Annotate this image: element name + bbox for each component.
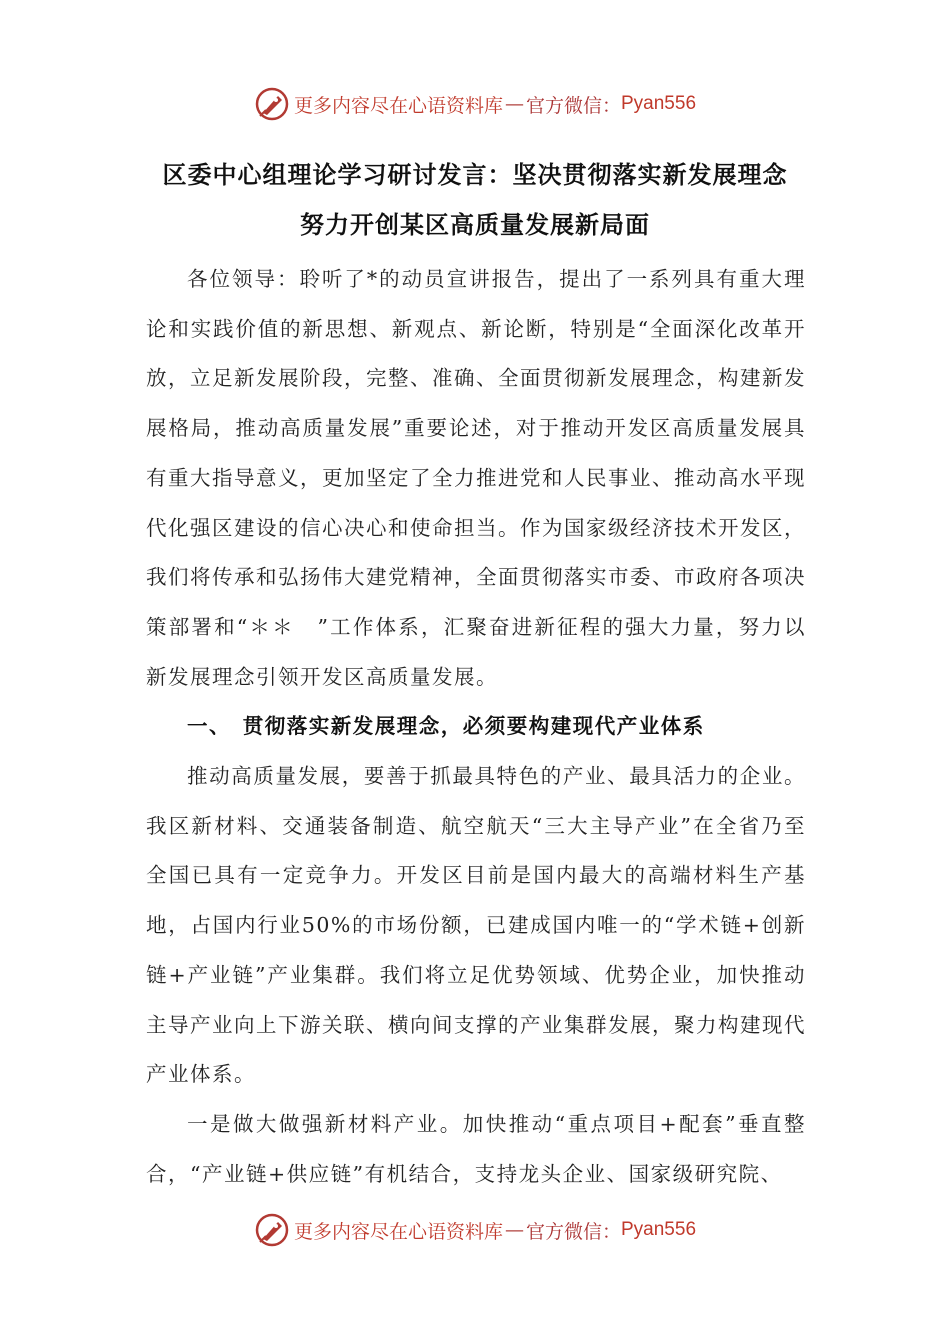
section-heading-1: 一、 贯彻落实新发展理念，必须要构建现代产业体系 — [187, 714, 705, 739]
paragraph-point-1: 一是做大做强新材料产业。加快推动“重点项目+配套”垂直整合，“产业链+供应链”有机结合，支持龙头企业、国家级研究院、 — [146, 1111, 806, 1186]
paragraph-section-1: 推动高质量发展，要善于抓最具特色的产业、最具活力的企业。我区新材料、交通装备制造、航空航天“三大主导产业”在全省乃至全国已具有一定竞争力。开发区目前是国内最大的高端材料生产基地，占国内行业50%的市场份额，已建成国内唯一的“学术链+创新链+产业链”产业集群。我们将立足优势领域、优势企业，加快推动主导产业向上下游关联、横向间支撑的产业集群发展，聚力构建现代产业体系。 — [146, 764, 806, 1087]
pen-nib-logo-icon — [254, 1212, 290, 1248]
footer-banner — [0, 1210, 950, 1250]
banner-wechat-label: 官方微信： — [525, 1220, 621, 1243]
banner-separator: — — [504, 1219, 524, 1241]
banner-main-text: 更多内容尽在心语资料库 — [293, 94, 503, 117]
document-body — [146, 255, 806, 1199]
banner-wechat-id: Pyan556 — [621, 1219, 697, 1240]
banner-separator: — — [504, 93, 524, 115]
banner-wechat-label: 官方微信： — [525, 94, 621, 117]
document-title-line-2: 努力开创某区高质量发展新局面 — [300, 210, 650, 239]
banner-wechat-id: Pyan556 — [621, 93, 697, 114]
document-title-line-1: 区委中心组理论学习研讨发言：坚决贯彻落实新发展理念 — [162, 160, 788, 189]
banner-main-text: 更多内容尽在心语资料库 — [293, 1220, 503, 1243]
header-banner — [0, 84, 950, 124]
pen-nib-logo-icon — [254, 86, 290, 122]
paragraph-opening: 各位领导：聆听了*的动员宣讲报告，提出了一系列具有重大理论和实践价值的新思想、新观点、新论断，特别是“全面深化改革开放，立足新发展阶段，完整、准确、全面贯彻新发展理念，构建新发展格局，推动高质量发展”重要论述，对于推动开发区高质量发展具有重大指导意义，更加坚定了全力推进党和人民事业、推动高水平现代化强区建设的信心决心和使命担当。作为国家级经济技术开发区，我们将传承和弘扬伟大建党精神，全面贯彻落实市委、市政府各项决策部署和“＊＊ ”工作体系，汇聚奋进新征程的强大力量，努力以新发展理念引领开发区高质量发展。 — [146, 267, 806, 689]
